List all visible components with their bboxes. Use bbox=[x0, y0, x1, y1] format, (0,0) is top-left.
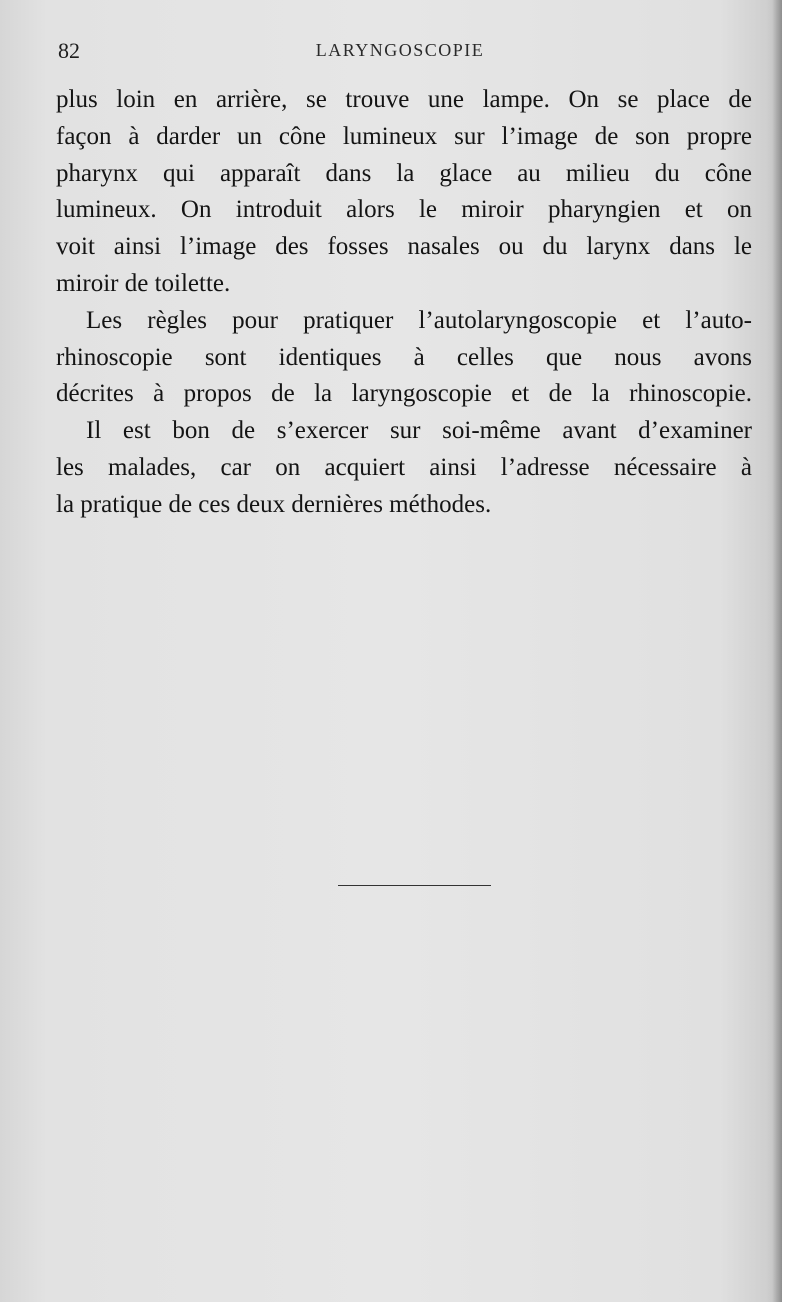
paragraph bbox=[56, 413, 752, 523]
body-text bbox=[56, 82, 752, 524]
text-line: la pratique de ces deux dernières méthodes. bbox=[56, 490, 492, 518]
text-line: miroir de toilette. bbox=[56, 269, 231, 297]
paragraph bbox=[56, 303, 752, 413]
page-edge-shadow bbox=[772, 0, 782, 1302]
text-line: pharynx qui apparaît dans la glace au milieu du cône bbox=[56, 159, 752, 187]
text-line: lumineux. On introduit alors le miroir pharyngien et on bbox=[56, 196, 752, 224]
paragraph bbox=[56, 82, 752, 303]
text-line: façon à darder un cône lumineux sur l’image de son propre bbox=[56, 122, 752, 150]
text-line: Il est bon de s’exercer sur soi-même avant d’examiner bbox=[86, 417, 752, 445]
text-line: rhinoscopie sont identiques à celles que nous avons bbox=[56, 343, 752, 371]
page-number: 82 bbox=[58, 38, 80, 63]
text-line: plus loin en arrière, se trouve une lampe. On se place de bbox=[56, 86, 752, 113]
end-of-section-rule bbox=[338, 885, 491, 886]
text-line: voit ainsi l’image des fosses nasales ou du larynx dans le bbox=[56, 233, 752, 261]
text-line: les malades, car on acquiert ainsi l’adresse nécessaire à bbox=[56, 453, 752, 481]
page-header bbox=[58, 38, 742, 68]
text-line: décrites à propos de la laryngoscopie et de la rhinoscopie. bbox=[56, 380, 752, 408]
text-line: Les règles pour pratiquer l’autolaryngoscopie et l’auto- bbox=[86, 306, 752, 334]
running-title: LARYNGOSCOPIE bbox=[315, 40, 485, 60]
